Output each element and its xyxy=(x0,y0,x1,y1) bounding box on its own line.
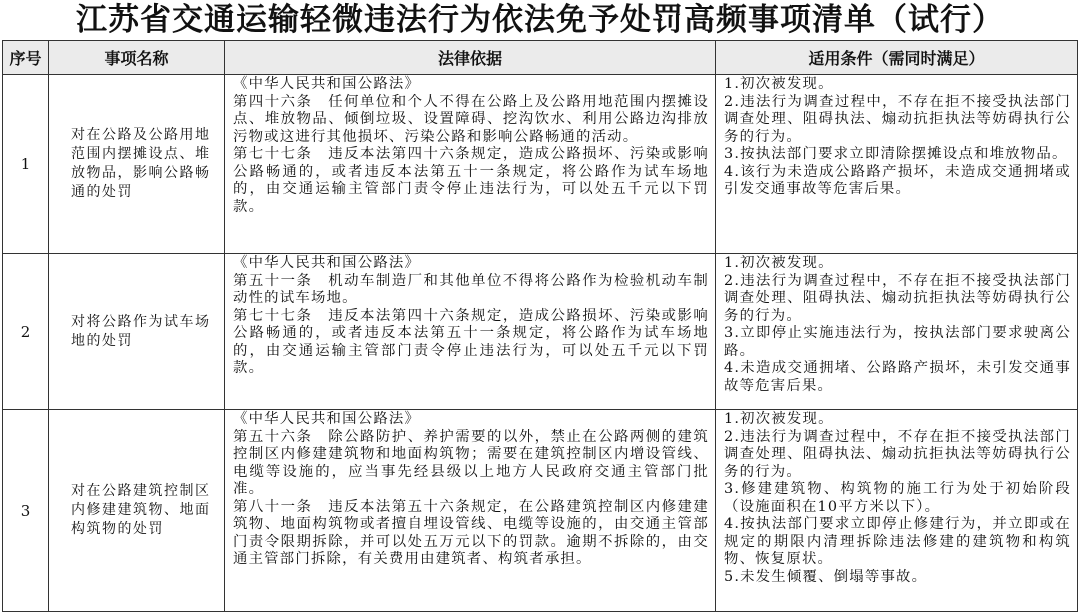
row-num: 1 xyxy=(3,75,49,254)
condition-line: 3.按执法部门要求立即清除摆摊设点和堆放物品。 xyxy=(724,146,1068,162)
condition-line: 5.未发生倾覆、倒塌等事故。 xyxy=(724,568,928,585)
header-basis: 法律依据 xyxy=(225,41,716,75)
row-item-name: 对将公路作为试车场地的处罚 xyxy=(49,254,225,410)
row-legal-basis xyxy=(225,410,716,612)
row-legal-basis xyxy=(225,254,716,410)
row-conditions xyxy=(716,75,1078,254)
condition-line: 1.初次被发现。 xyxy=(724,76,834,92)
condition-line: 1.初次被发现。 xyxy=(724,255,834,271)
basis-line: 第八十一条 违反本法第五十六条规定，在公路建筑控制区内修建建筑物、地面构筑物或者擅自埋设管线、电缆等设施的，由交通主管部门责令限期拆除，并可以处五万元以下的罚款。逾期不拆除的，由交通主管部门拆除，有关费用由建筑者、构筑者承担。 xyxy=(233,498,709,567)
row-legal-basis xyxy=(225,75,716,254)
condition-line: 3.立即停止实施违法行为，按执法部门要求驶离公路。 xyxy=(724,325,1071,359)
basis-line: 《中华人民共和国公路法》 xyxy=(233,411,421,427)
basis-line: 《中华人民共和国公路法》 xyxy=(233,255,421,271)
condition-line: 4.未造成交通拥堵、公路路产损坏，未引发交通事故等危害后果。 xyxy=(724,360,1071,394)
row-num: 2 xyxy=(3,254,49,410)
basis-line: 第五十一条 机动车制造厂和其他单位不得将公路作为检验机动车制动性的试车场地。 xyxy=(233,272,709,306)
row-conditions xyxy=(716,410,1078,612)
row-num: 3 xyxy=(3,410,49,612)
row-item-name: 对在公路建筑控制区内修建建筑物、地面构筑物的处罚 xyxy=(49,410,225,612)
condition-line: 1.初次被发现。 xyxy=(724,411,834,427)
condition-line: 2.违法行为调查过程中，不存在拒不接受执法部门调查处理、阻碍执法、煽动抗拒执法等妨碍执行公务的行为。 xyxy=(724,272,1071,324)
table-row xyxy=(3,410,1078,612)
table-row xyxy=(3,254,1078,410)
basis-line: 第五十六条 除公路防护、养护需要的以外，禁止在公路两侧的建筑控制区内修建建筑物和地面构筑物；需要在建筑控制区内增设管线、电缆等设施的，应当事先经县级以上地方人民政府交通主管部门批准。 xyxy=(233,428,709,497)
header-conditions: 适用条件（需同时满足） xyxy=(716,41,1078,75)
row-conditions xyxy=(716,254,1078,410)
table-row xyxy=(3,75,1078,254)
basis-line: 第四十六条 任何单位和个人不得在公路上及公路用地范围内摆摊设点、堆放物品、倾倒垃圾、设置障碍、挖沟饮水、利用公路边沟排放污物或这进行其他损坏、污染公路和影响公路畅通的活动。 xyxy=(233,93,709,145)
basis-line: 第七十七条 违反本法第四十六条规定，造成公路损坏、污染或影响公路畅通的，或者违反本法第五十一条规定，将公路作为试车场地的，由交通运输主管部门责令停止违法行为，可以处五千元以下罚款。 xyxy=(233,146,709,215)
condition-line: 2.违法行为调查过程中，不存在拒不接受执法部门调查处理、阻碍执法、煽动抗拒执法等妨碍执行公务的行为。 xyxy=(724,428,1071,480)
document-title: 江苏省交通运输轻微违法行为依法免予处罚高频事项清单（试行） xyxy=(76,2,1004,38)
header-name: 事项名称 xyxy=(49,41,225,75)
condition-line: 4.该行为未造成公路路产损坏，未造成交通拥堵或引发交通事故等危害后果。 xyxy=(724,163,1071,197)
condition-line: 4.按执法部门要求立即停止修建行为，并立即或在规定的期限内清理拆除违法修建的建筑物和构筑物、恢复原状。 xyxy=(724,516,1071,567)
header-num: 序号 xyxy=(3,41,49,75)
row-item-name: 对在公路及公路用地范围内摆摊设点、堆放物品，影响公路畅通的处罚 xyxy=(49,75,225,254)
condition-line: 3.修建建筑物、构筑物的施工行为处于初始阶段（设施面积在10平方米以下）。 xyxy=(724,481,1071,515)
basis-line: 《中华人民共和国公路法》 xyxy=(233,76,421,92)
condition-line: 2.违法行为调查过程中，不存在拒不接受执法部门调查处理、阻碍执法、煽动抗拒执法等妨碍执行公务的行为。 xyxy=(724,93,1071,145)
items-table xyxy=(2,40,1078,612)
basis-line: 第七十七条 违反本法第四十六条规定，造成公路损坏、污染或影响公路畅通的，或者违反本法第五十一条规定，将公路作为试车场地的，由交通运输主管部门责令停止违法行为，可以处五千元以下罚款。 xyxy=(233,307,709,376)
table-header-row xyxy=(3,41,1078,75)
